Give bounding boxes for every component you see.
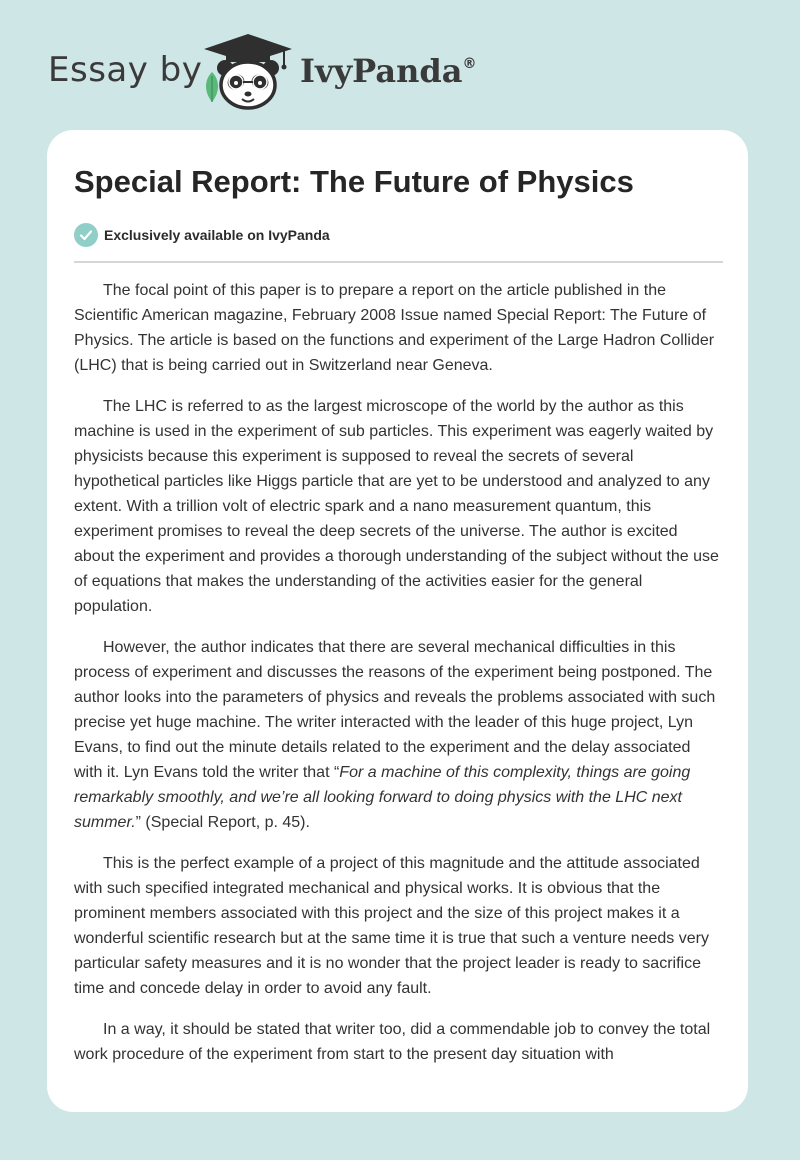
registered-mark: ®	[462, 56, 477, 72]
divider	[74, 261, 723, 263]
paragraph: The LHC is referred to as the largest microscope of the world by the author as this machine is used in the experiment of sub particles. This experiment was eagerly waited by physicists because this experiment is supposed to reveal the secrets of several hypothetical particles like Higgs particle that are yet to be understood and analyzed to any extent. With a trillion volt of electric spark and a nano measurement quantum, this experiment promises to reveal the deep secrets of the universe. The author is excited about the experiment and provides a thorough understanding of the subject without the use of equations that makes the understanding of the activities easier for the general population.	[74, 398, 719, 615]
page-title: Special Report: The Future of Physics	[74, 164, 634, 199]
checkmark-icon	[74, 223, 98, 247]
paragraph: The focal point of this paper is to prepare a report on the article published in the Scientific American magazine, February 2008 Issue named Special Report: The Future of Physics. The article is based on the functions and experiment of the Large Hadron Collider (LHC) that is being carried out in Switzerland near Geneva.	[74, 282, 715, 374]
essay-by-label: Essay by	[48, 50, 203, 90]
badge-label: Exclusively available on IvyPanda	[104, 227, 330, 243]
exclusive-badge	[74, 222, 330, 248]
site-header	[48, 30, 508, 110]
essay-body	[74, 278, 719, 1083]
essay-card	[47, 130, 748, 1112]
brand-name[interactable]: IvyPanda®	[300, 52, 477, 90]
citation: ” (Special Report, p. 45).	[135, 814, 310, 831]
paragraph	[74, 635, 719, 835]
paragraph: In a way, it should be stated that writer too, did a commendable job to convey the total work procedure of the experiment from start to the present day situation with	[74, 1021, 711, 1063]
quotation: For a machine of this complexity, things are going remarkably smoothly, and we’re all looking forward to doing physics with the LHC next summer.	[74, 764, 691, 831]
leaf-icon	[202, 70, 222, 104]
paragraph-text: However, the author indicates that there are several mechanical difficulties in this process of experiment and discusses the reasons of the experiment being postponed. The author looks into the parameters of physics and reveals the problems associated with such precise yet huge machine. The writer interacted with the leader of this huge project, Lyn Evans, to find out the minute details related to the experiment and the delay associated with it. Lyn Evans told the writer that “	[74, 639, 716, 781]
paragraph: This is the perfect example of a project of this magnitude and the attitude associated with such specified integrated mechanical and physical works. It is obvious that the prominent members associated with this project and the size of this project makes it a wonderful scientific research but at the same time it is true that such a venture needs very particular safety measures and it is no wonder that the project leader is ready to sacrifice time and concede delay in order to avoid any fault.	[74, 855, 709, 997]
